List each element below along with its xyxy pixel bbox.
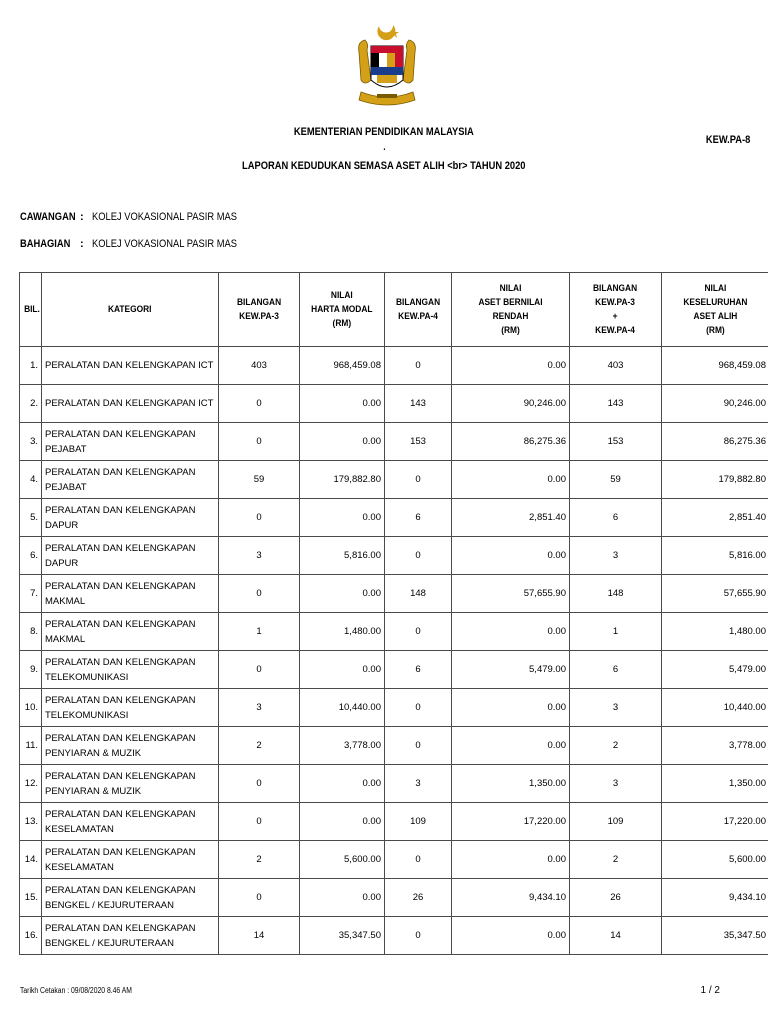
- cell-nilai-total: 1,350.00: [662, 765, 768, 803]
- cell-bil-pa4: 0: [385, 347, 452, 385]
- table-row: [20, 347, 768, 385]
- cell-bil-pa4: 0: [385, 613, 452, 651]
- cell-bil-total: 148: [570, 575, 662, 613]
- cell-nilai-total: 35,347.50: [662, 917, 768, 955]
- cell-bil-pa4: 0: [385, 689, 452, 727]
- cell-nilai-total: 86,275.36: [662, 423, 768, 461]
- cell-kategori: PERALATAN DAN KELENGKAPAN PENYIARAN & MUZIK: [42, 765, 219, 803]
- cell-bil-pa4: 153: [385, 423, 452, 461]
- cell-bil-pa4: 6: [385, 651, 452, 689]
- cell-nilai-total: 5,600.00: [662, 841, 768, 879]
- cell-bil: 13.: [20, 803, 42, 841]
- cell-nilai-total: 9,434.10: [662, 879, 768, 917]
- header-bil-pa4: BILANGAN KEW.PA-4: [385, 273, 452, 347]
- cell-bil-pa4: 3: [385, 765, 452, 803]
- cell-bil-pa4: 26: [385, 879, 452, 917]
- cell-nilai-rendah: 0.00: [452, 727, 570, 765]
- table-row: [20, 423, 768, 461]
- cell-nilai-total: 57,655.90: [662, 575, 768, 613]
- cell-bil: 9.: [20, 651, 42, 689]
- cell-nilai-rendah: 57,655.90: [452, 575, 570, 613]
- cell-bil-pa4: 0: [385, 841, 452, 879]
- cell-nilai-rendah: 0.00: [452, 689, 570, 727]
- cell-bil-pa3: 0: [219, 499, 300, 537]
- cell-bil-total: 109: [570, 803, 662, 841]
- cell-nilai-modal: 0.00: [300, 803, 385, 841]
- title-separator: .: [382, 142, 386, 153]
- cell-kategori: PERALATAN DAN KELENGKAPAN MAKMAL: [42, 575, 219, 613]
- cell-kategori: PERALATAN DAN KELENGKAPAN TELEKOMUNIKASI: [42, 689, 219, 727]
- cell-kategori: PERALATAN DAN KELENGKAPAN PEJABAT: [42, 423, 219, 461]
- cell-nilai-total: 2,851.40: [662, 499, 768, 537]
- cell-bil-total: 153: [570, 423, 662, 461]
- cell-bil-pa3: 59: [219, 461, 300, 499]
- form-code: KEW.PA-8: [705, 134, 750, 146]
- cell-bil: 16.: [20, 917, 42, 955]
- table-row: [20, 917, 768, 955]
- table-row: [20, 879, 768, 917]
- cell-nilai-modal: 0.00: [300, 651, 385, 689]
- cell-bil: 11.: [20, 727, 42, 765]
- cell-nilai-rendah: 86,275.36: [452, 423, 570, 461]
- table-row: [20, 803, 768, 841]
- table-row: [20, 727, 768, 765]
- header-bil: BIL.: [20, 273, 42, 347]
- cell-nilai-modal: 10,440.00: [300, 689, 385, 727]
- cell-nilai-modal: 968,459.08: [300, 347, 385, 385]
- table-header-row: [20, 273, 768, 347]
- cell-bil: 2.: [20, 385, 42, 423]
- cell-nilai-rendah: 2,851.40: [452, 499, 570, 537]
- cell-kategori: PERALATAN DAN KELENGKAPAN PENYIARAN & MUZIK: [42, 727, 219, 765]
- header-nilai-total: NILAI KESELURUHAN ASET ALIH (RM): [662, 273, 768, 347]
- table-row: [20, 689, 768, 727]
- cell-bil-total: 59: [570, 461, 662, 499]
- cell-nilai-modal: 35,347.50: [300, 917, 385, 955]
- cell-bil: 5.: [20, 499, 42, 537]
- cell-kategori: PERALATAN DAN KELENGKAPAN MAKMAL: [42, 613, 219, 651]
- cell-bil-pa4: 143: [385, 385, 452, 423]
- ministry-title: KEMENTERIAN PENDIDIKAN MALAYSIA: [294, 126, 474, 138]
- cell-bil: 10.: [20, 689, 42, 727]
- cell-nilai-total: 10,440.00: [662, 689, 768, 727]
- cell-nilai-total: 5,479.00: [662, 651, 768, 689]
- cell-kategori: PERALATAN DAN KELENGKAPAN BENGKEL / KEJURUTERAAN: [42, 879, 219, 917]
- cell-bil-pa3: 0: [219, 803, 300, 841]
- cell-nilai-rendah: 17,220.00: [452, 803, 570, 841]
- header-bil-pa3: BILANGAN KEW.PA-3: [219, 273, 300, 347]
- bahagian-colon: :: [80, 238, 84, 250]
- cell-nilai-modal: 1,480.00: [300, 613, 385, 651]
- cell-nilai-modal: 0.00: [300, 575, 385, 613]
- table-row: [20, 385, 768, 423]
- cell-bil-pa3: 0: [219, 651, 300, 689]
- cell-bil-pa4: 148: [385, 575, 452, 613]
- table-row: [20, 841, 768, 879]
- cell-bil-pa3: 1: [219, 613, 300, 651]
- header-bil-total: BILANGAN KEW.PA-3 + KEW.PA-4: [570, 273, 662, 347]
- cell-bil-total: 2: [570, 727, 662, 765]
- cell-bil-pa4: 0: [385, 461, 452, 499]
- cell-bil-pa3: 2: [219, 841, 300, 879]
- cell-nilai-rendah: 0.00: [452, 461, 570, 499]
- cell-nilai-modal: 3,778.00: [300, 727, 385, 765]
- cell-bil-total: 3: [570, 689, 662, 727]
- page-number: 1 / 2: [700, 985, 720, 996]
- bahagian-label: BAHAGIAN: [20, 238, 71, 250]
- cell-nilai-rendah: 9,434.10: [452, 879, 570, 917]
- cell-bil: 7.: [20, 575, 42, 613]
- cell-nilai-modal: 179,882.80: [300, 461, 385, 499]
- cell-kategori: PERALATAN DAN KELENGKAPAN PEJABAT: [42, 461, 219, 499]
- cell-kategori: PERALATAN DAN KELENGKAPAN KESELAMATAN: [42, 841, 219, 879]
- cell-nilai-modal: 0.00: [300, 879, 385, 917]
- cell-nilai-total: 5,816.00: [662, 537, 768, 575]
- header-kategori: KATEGORI: [42, 273, 219, 347]
- cawangan-value: KOLEJ VOKASIONAL PASIR MAS: [92, 211, 237, 223]
- cell-bil-total: 6: [570, 651, 662, 689]
- table-row: [20, 765, 768, 803]
- cell-bil: 1.: [20, 347, 42, 385]
- cell-nilai-total: 179,882.80: [662, 461, 768, 499]
- bahagian-value: KOLEJ VOKASIONAL PASIR MAS: [92, 238, 237, 250]
- malaysia-coat-of-arms-icon: [355, 22, 419, 114]
- cell-bil-pa3: 0: [219, 879, 300, 917]
- cell-bil-pa3: 3: [219, 537, 300, 575]
- asset-report-table: [19, 272, 768, 955]
- cell-bil-total: 3: [570, 765, 662, 803]
- cell-nilai-total: 17,220.00: [662, 803, 768, 841]
- cell-nilai-rendah: 0.00: [452, 841, 570, 879]
- cell-bil-total: 3: [570, 537, 662, 575]
- cell-bil: 12.: [20, 765, 42, 803]
- cell-nilai-modal: 0.00: [300, 765, 385, 803]
- cell-nilai-total: 3,778.00: [662, 727, 768, 765]
- cawangan-row: [20, 211, 263, 223]
- cell-bil-total: 143: [570, 385, 662, 423]
- cell-bil-pa3: 2: [219, 727, 300, 765]
- cell-nilai-rendah: 90,246.00: [452, 385, 570, 423]
- cell-nilai-total: 90,246.00: [662, 385, 768, 423]
- cell-nilai-rendah: 0.00: [452, 347, 570, 385]
- cell-bil-pa4: 6: [385, 499, 452, 537]
- cell-bil-pa3: 403: [219, 347, 300, 385]
- cell-nilai-modal: 0.00: [300, 423, 385, 461]
- cell-kategori: PERALATAN DAN KELENGKAPAN KESELAMATAN: [42, 803, 219, 841]
- cell-kategori: PERALATAN DAN KELENGKAPAN DAPUR: [42, 499, 219, 537]
- cell-bil-pa3: 3: [219, 689, 300, 727]
- cell-kategori: PERALATAN DAN KELENGKAPAN ICT: [42, 347, 219, 385]
- cell-bil: 8.: [20, 613, 42, 651]
- cell-bil-pa3: 0: [219, 575, 300, 613]
- cell-bil-total: 26: [570, 879, 662, 917]
- cell-bil-total: 2: [570, 841, 662, 879]
- cell-nilai-modal: 0.00: [300, 385, 385, 423]
- cell-bil: 14.: [20, 841, 42, 879]
- cell-nilai-modal: 0.00: [300, 499, 385, 537]
- cell-bil: 3.: [20, 423, 42, 461]
- cell-bil-pa4: 0: [385, 917, 452, 955]
- cell-bil: 15.: [20, 879, 42, 917]
- report-title: LAPORAN KEDUDUKAN SEMASA ASET ALIH <br> TAHUN 2020: [242, 160, 526, 172]
- header-nilai-modal: NILAI HARTA MODAL (RM): [300, 273, 385, 347]
- cell-nilai-rendah: 0.00: [452, 537, 570, 575]
- cell-nilai-modal: 5,600.00: [300, 841, 385, 879]
- cell-kategori: PERALATAN DAN KELENGKAPAN TELEKOMUNIKASI: [42, 651, 219, 689]
- cell-bil-pa4: 0: [385, 727, 452, 765]
- cell-kategori: PERALATAN DAN KELENGKAPAN DAPUR: [42, 537, 219, 575]
- table-row: [20, 499, 768, 537]
- table-row: [20, 613, 768, 651]
- cell-bil-pa3: 14: [219, 917, 300, 955]
- cell-nilai-rendah: 0.00: [452, 613, 570, 651]
- cell-nilai-rendah: 5,479.00: [452, 651, 570, 689]
- cell-nilai-modal: 5,816.00: [300, 537, 385, 575]
- table-row: [20, 461, 768, 499]
- table-row: [20, 575, 768, 613]
- cell-bil-total: 14: [570, 917, 662, 955]
- cell-nilai-total: 968,459.08: [662, 347, 768, 385]
- cawangan-label: CAWANGAN: [20, 211, 76, 223]
- cell-bil-pa3: 0: [219, 423, 300, 461]
- cell-nilai-rendah: 0.00: [452, 917, 570, 955]
- cell-bil-total: 1: [570, 613, 662, 651]
- table-row: [20, 651, 768, 689]
- cell-bil-pa3: 0: [219, 385, 300, 423]
- bahagian-row: [20, 238, 263, 250]
- cell-bil: 6.: [20, 537, 42, 575]
- cell-bil-total: 6: [570, 499, 662, 537]
- cell-bil-pa3: 0: [219, 765, 300, 803]
- cell-bil-pa4: 109: [385, 803, 452, 841]
- cell-bil-total: 403: [570, 347, 662, 385]
- cell-kategori: PERALATAN DAN KELENGKAPAN BENGKEL / KEJURUTERAAN: [42, 917, 219, 955]
- cawangan-colon: :: [80, 211, 84, 223]
- cell-kategori: PERALATAN DAN KELENGKAPAN ICT: [42, 385, 219, 423]
- header-nilai-rendah: NILAI ASET BERNILAI RENDAH (RM): [452, 273, 570, 347]
- cell-nilai-total: 1,480.00: [662, 613, 768, 651]
- cell-nilai-rendah: 1,350.00: [452, 765, 570, 803]
- cell-bil: 4.: [20, 461, 42, 499]
- table-row: [20, 537, 768, 575]
- cell-bil-pa4: 0: [385, 537, 452, 575]
- printed-date: Tarikh Cetakan : 09/08/2020 8.46 AM: [20, 986, 132, 995]
